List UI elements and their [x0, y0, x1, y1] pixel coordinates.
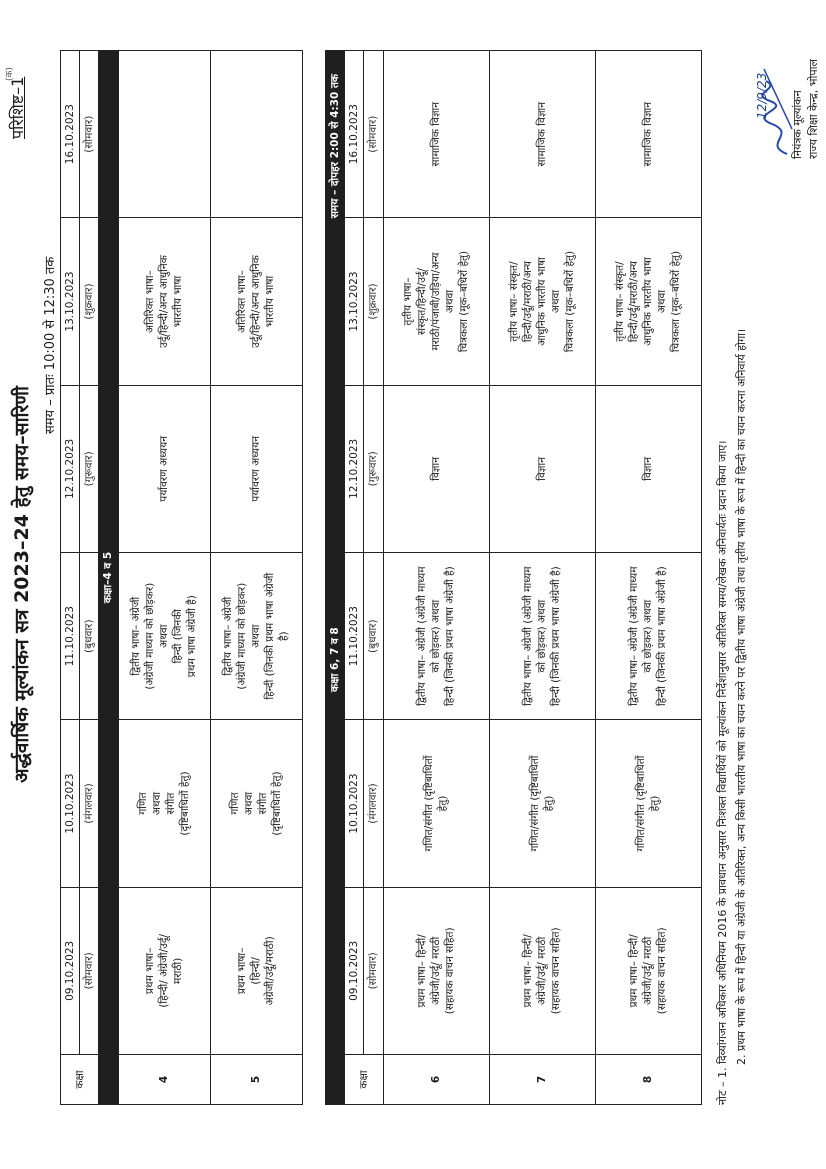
subject-cell — [118, 218, 210, 385]
subject-line: प्रथम भाषा– हिन्दी/ — [627, 934, 640, 1008]
class-number: 8 — [595, 1055, 701, 1105]
subject-line: (अंग्रेजी माध्यम को छोड़कर) — [143, 582, 156, 690]
date-header: 10.10.2023 — [345, 720, 364, 887]
class-number: 6 — [383, 1055, 489, 1105]
table-row — [595, 51, 701, 1105]
subject-cell — [595, 385, 701, 552]
subject-line: पर्यावरण अध्ययन — [249, 435, 262, 502]
class-number: 5 — [210, 1055, 302, 1105]
subject-line: अथवा — [249, 624, 262, 648]
subject-cell — [118, 51, 210, 218]
day-header: (बुधवार) — [364, 553, 383, 720]
date-header: 09.10.2023 — [345, 887, 364, 1054]
subject-line: गणित — [136, 792, 149, 815]
subject-line: (सहायक वाचन सहित) — [444, 927, 457, 1015]
date-header: 12.10.2023 — [61, 385, 80, 552]
subject-line: संस्कृत/हिन्दी/उर्दू/ — [415, 268, 428, 336]
subject-line: द्वितीय भाषा– अंग्रेजी — [221, 596, 234, 676]
subject-cell — [595, 887, 701, 1054]
subject-line: विज्ञान — [429, 456, 442, 481]
table-row — [489, 51, 595, 1105]
subject-cell — [118, 553, 210, 720]
subject-line: चित्रकला (मूक–बधिरों हेतु) — [564, 250, 577, 353]
subject-line: भारतीय भाषा — [172, 275, 185, 328]
subject-line: (दृष्टिबाधितों हेतु) — [179, 771, 192, 836]
subject-line: चित्रकला (मूक–बधिरों हेतु) — [458, 250, 471, 353]
subject-line: आधुनिक भारतीय भाषा — [535, 257, 548, 346]
date-header: 16.10.2023 — [345, 51, 364, 218]
subject-line: तृतीय भाषा– — [401, 277, 414, 326]
subject-cell — [383, 51, 489, 218]
subject-line: आधुनिक भारतीय भाषा — [641, 257, 654, 346]
subject-cell — [595, 553, 701, 720]
subject-cell — [383, 385, 489, 552]
table-row — [118, 51, 210, 1105]
class-header: कक्षा — [345, 1055, 383, 1105]
subject-line: प्रथम भाषा अंग्रेजी है) — [186, 595, 199, 678]
day-header: (बुधवार) — [80, 553, 99, 720]
subject-line: को छोड़कर) अथवा — [641, 599, 654, 673]
subject-line: सामाजिक विज्ञान — [641, 101, 654, 167]
subject-cell — [489, 887, 595, 1054]
subject-line: हिन्दी (जिनकी प्रथम भाषा अंग्रेजी है) — [444, 566, 457, 707]
subject-line: तृतीय भाषा– संस्कृत/ — [507, 261, 520, 342]
signatory-designation: नियंत्रक मूल्यांकन — [791, 90, 804, 159]
subject-line: अतिरिक्त भाषा– — [143, 270, 156, 333]
day-row — [80, 51, 99, 1105]
day-header: (शुक्रवार) — [80, 218, 99, 385]
subject-line: द्वितीय भाषा– अंग्रेजी — [129, 596, 142, 676]
subject-line: द्वितीय भाषा– अंग्रेजी (अंग्रेजी माध्यम — [521, 566, 534, 706]
day-header: (सोमवार) — [364, 887, 383, 1054]
subject-line: (हिन्दी/ अंग्रेजी/उर्दू/ — [157, 934, 170, 1008]
subject-line: विज्ञान — [535, 456, 548, 481]
class-header: कक्षा — [61, 1055, 99, 1105]
subject-line: हिन्दी (जिनकी — [172, 608, 185, 664]
subject-line: अथवा — [444, 289, 457, 314]
day-header: (सोमवार) — [80, 51, 99, 218]
subject-line: उर्दू/हिन्दी/अन्य आधुनिक — [249, 255, 262, 348]
subject-cell — [489, 720, 595, 887]
subject-line: सामाजिक विज्ञान — [535, 101, 548, 167]
subject-cell — [595, 51, 701, 218]
subject-line: द्वितीय भाषा– अंग्रेजी (अंग्रेजी माध्यम — [627, 566, 640, 706]
subject-line: हिन्दी/उर्दू/मराठी/अन्य — [521, 260, 534, 343]
class-number: 7 — [489, 1055, 595, 1105]
subject-cell — [383, 887, 489, 1054]
date-header: 09.10.2023 — [61, 887, 80, 1054]
subject-line: अंग्रेजी/उर्दू/ मराठी — [429, 936, 442, 1005]
class-number: 4 — [118, 1055, 210, 1105]
date-header: 16.10.2023 — [61, 51, 80, 218]
subject-line: प्रथम भाषा– हिन्दी/ — [521, 934, 534, 1008]
table-row — [383, 51, 489, 1105]
subject-line: द्वितीय भाषा– अंग्रेजी (अंग्रेजी माध्यम — [415, 566, 428, 706]
subject-line: है) — [278, 631, 291, 642]
subject-line: (हिन्दी/ — [249, 957, 262, 985]
subject-line: (दृष्टिबाधितों हेतु) — [271, 771, 284, 836]
subject-line: हिन्दी (जिनकी प्रथम भाषा अंग्रेजी — [264, 572, 277, 700]
subject-line: गणित/संगीत (दृष्टिबाधितों — [634, 755, 647, 852]
subject-line: प्रथम भाषा– — [235, 947, 248, 995]
day-header: (मंगलवार) — [364, 720, 383, 887]
subject-line: हिन्दी/उर्दू/मराठी/अन्य — [627, 260, 640, 343]
annexure-subreference: (क) — [5, 67, 15, 81]
subject-line: (सहायक वाचन सहित) — [656, 927, 669, 1015]
subject-line: मराठी/पंजाबी/उड़िया/अन्य — [429, 252, 442, 351]
subject-line: प्रथम भाषा– हिन्दी/ — [415, 934, 428, 1008]
subject-cell — [383, 553, 489, 720]
header-row — [61, 51, 80, 1105]
note-2: 2. प्रथम भाषा के रूप में हिन्दी या अंग्रेजी के अतिरिक्त, अन्य किसी भारतीय भाषा का चयन करने पर द्वितीय भाषा अंग्रेजी तथा तृतीय भाषा के रूप में हिन्दी का चयन करना अनिवार्य होगा। — [734, 328, 748, 1065]
date-header: 13.10.2023 — [61, 218, 80, 385]
subject-cell — [210, 51, 302, 218]
subject-line: अतिरिक्त भाषा– — [235, 270, 248, 333]
subject-cell — [383, 720, 489, 887]
subject-line: तृतीय भाषा– संस्कृत/ — [613, 261, 626, 342]
group-banner: कक्षा–4 व 5 — [99, 51, 118, 1105]
subject-line: पर्यावरण अध्ययन — [157, 435, 170, 502]
subject-line: को छोड़कर) अथवा — [535, 599, 548, 673]
date-header: 11.10.2023 — [61, 553, 80, 720]
subject-cell — [595, 720, 701, 887]
subject-cell — [489, 553, 595, 720]
day-header: (सोमवार) — [80, 887, 99, 1054]
subject-line: अथवा — [150, 791, 163, 816]
notes-section — [715, 55, 752, 1105]
time-slot-morning: समय – प्रातः 10:00 से 12:30 तक — [43, 256, 58, 434]
date-header: 10.10.2023 — [61, 720, 80, 887]
timetable-class-4-5 — [60, 50, 303, 1105]
subject-line: अथवा — [656, 289, 669, 314]
subject-line: अंग्रेजी/उर्दू/ मराठी — [641, 936, 654, 1005]
subject-cell — [489, 51, 595, 218]
subject-line: उर्दू/हिन्दी/अन्य आधुनिक — [157, 255, 170, 348]
day-header: (गुरूवार) — [80, 385, 99, 552]
subject-line: (सहायक वाचन सहित) — [550, 927, 563, 1015]
subject-line: को छोड़कर) अथवा — [429, 599, 442, 673]
subject-line: प्रथम भाषा– — [143, 947, 156, 995]
day-header: (सोमवार) — [364, 51, 383, 218]
subject-line: अथवा — [242, 791, 255, 816]
subject-line: संगीत — [165, 792, 178, 815]
subject-cell — [118, 887, 210, 1054]
subject-line: हेतु) — [437, 795, 450, 812]
subject-cell — [489, 385, 595, 552]
day-header: (गुरूवार) — [364, 385, 383, 552]
signatory-office: राज्य शिक्षा केन्द्र, भोपाल — [807, 59, 820, 159]
subject-line: विज्ञान — [641, 456, 654, 481]
table-row — [210, 51, 302, 1105]
group-row — [99, 51, 118, 1105]
subject-line: हेतु) — [543, 795, 556, 812]
subject-line: हिन्दी (जिनकी प्रथम भाषा अंग्रेजी है) — [550, 566, 563, 707]
subject-line: गणित — [228, 792, 241, 815]
time-slot-afternoon: समय – दोपहर 2:00 से 4:30 तक — [329, 74, 341, 219]
subject-cell — [118, 720, 210, 887]
subject-line: संगीत — [257, 792, 270, 815]
subject-line: भारतीय भाषा — [264, 275, 277, 328]
subject-line: सामाजिक विज्ञान — [429, 101, 442, 167]
group-banner — [326, 51, 345, 1105]
subject-cell — [210, 385, 302, 552]
subject-cell — [118, 385, 210, 552]
day-header: (शुक्रवार) — [364, 218, 383, 385]
date-header: 13.10.2023 — [345, 218, 364, 385]
timetable-class-6-8 — [325, 50, 702, 1105]
subject-line: चित्रकला (मूक–बधिरों हेतु) — [670, 250, 683, 353]
subject-line: अंग्रेजी/उर्दू/ मराठी — [535, 936, 548, 1005]
subject-line: (अंग्रेजी माध्यम को छोड़कर) — [235, 582, 248, 690]
signature-date: 12/9/23 — [755, 72, 769, 119]
day-row — [364, 51, 383, 1105]
subject-line: मराठी) — [172, 957, 185, 984]
subject-line: हिन्दी (जिनकी प्रथम भाषा अंग्रेजी है) — [656, 566, 669, 707]
group-label: कक्षा 6, 7 व 8 — [329, 627, 341, 692]
subject-cell — [210, 218, 302, 385]
subject-line: हेतु) — [649, 795, 662, 812]
header-row — [345, 51, 364, 1105]
day-header: (मंगलवार) — [80, 720, 99, 887]
group-row — [326, 51, 345, 1105]
subject-cell — [210, 720, 302, 887]
date-header: 12.10.2023 — [345, 385, 364, 552]
subject-cell — [595, 218, 701, 385]
subject-cell — [383, 218, 489, 385]
subject-line: अथवा — [157, 624, 170, 648]
subject-line: अंग्रेजी/उर्दू/मराठी) — [264, 936, 277, 1006]
page-title: अर्द्धवार्षिक मूल्यांकन सत्र 2023–24 हेतु समय–सारिणी — [11, 386, 33, 783]
annexure-reference: परिशिष्ट–1 — [8, 76, 27, 139]
subject-line: अथवा — [550, 289, 563, 314]
subject-cell — [210, 887, 302, 1054]
subject-line: गणित/संगीत (दृष्टिबाधितों — [528, 755, 541, 852]
subject-line: गणित/संगीत (दृष्टिबाधितों — [422, 755, 435, 852]
subject-cell — [489, 218, 595, 385]
note-1: नोट – 1. दिव्यांगजन अधिकार अधिनियम 2016 के प्रावधान अनुसार निःशक्त विद्यार्थियों को मूल्यांकन निर्देशानुसार अतिरिक्त समय/लेखक अनिवार्यतः प्रदान किया जाए। — [716, 440, 729, 1105]
subject-cell — [210, 553, 302, 720]
date-header: 11.10.2023 — [345, 553, 364, 720]
